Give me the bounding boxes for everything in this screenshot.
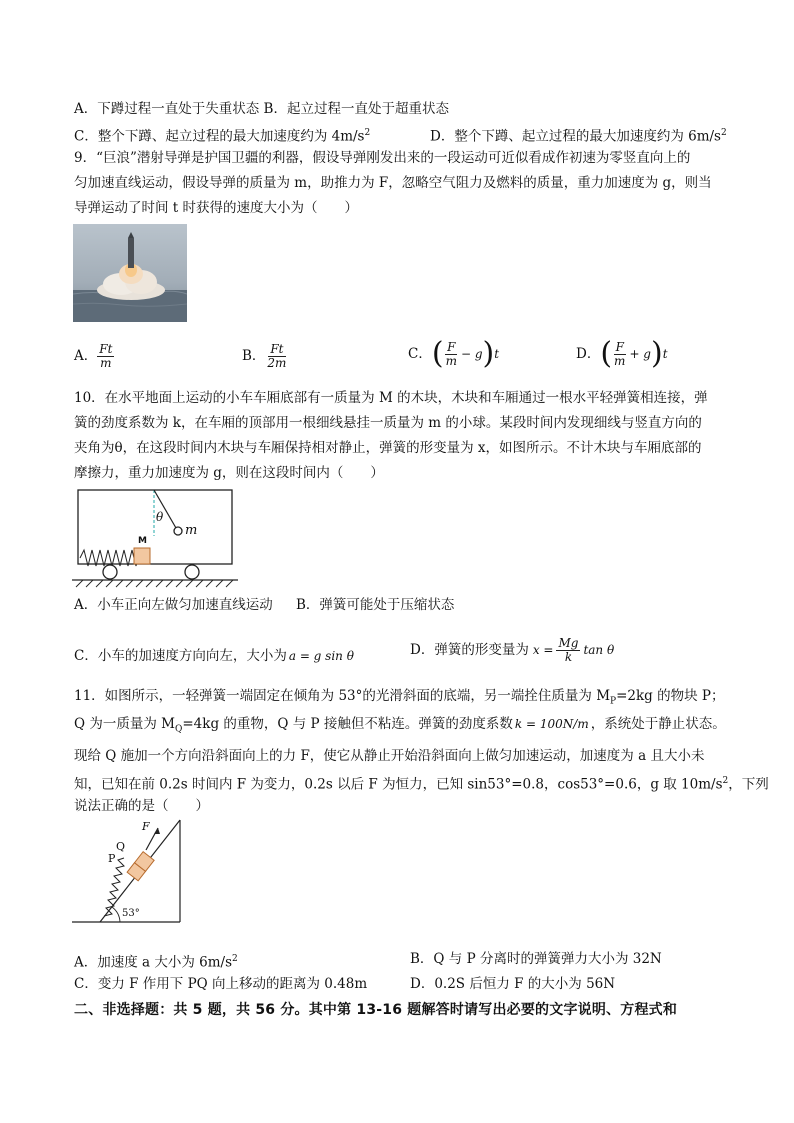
fig-label-F: F bbox=[142, 820, 150, 833]
q9-option-c: C． ( $\frac{F}{m}$ − g ) t bbox=[408, 336, 500, 371]
q11-option-d: D．0.2S 后恒力 F 的大小为 56N bbox=[410, 976, 616, 992]
q11-stem-line2: Q 为一质量为 $M_Q=4kg$ 的重物，Q 与 P 接触但不粘连。弹簧的劲度系数 k = 100N/m ，系统处于静止状态。 bbox=[74, 716, 726, 735]
fig-label-angle: 53° bbox=[122, 908, 140, 919]
q10-option-c: C．小车的加速度方向向左，大小为 a = g sin θ bbox=[74, 648, 354, 664]
q10-stem-line1: 10．在水平地面上运动的小车车厢底部有一质量为 M 的木块，木块和车厢通过一根水平轻弹簧相连接，弹 bbox=[74, 390, 708, 406]
q11-stem-line4: 知，已知在前 0.2s 时间内 F 为变力，0.2s 以后 F 为恒力，已知 sin53°=0.8，cos53°=0.6，g 取 $10m/s^2$，下列 bbox=[74, 776, 769, 793]
q10-stem-line3: 夹角为θ，在这段时间内木块与车厢保持相对静止，弹簧的形变量为 x，如图所示。不计木块与车厢底部的 bbox=[74, 440, 702, 456]
q9-option-b: B． $\frac{Ft}{2m}$ bbox=[242, 341, 287, 370]
q10-option-d: D．弹簧的形变量为 x = $\frac{Mg}{k}$ tan θ bbox=[410, 635, 615, 664]
q11-option-a: A．加速度 a 大小为 $6m/s^2$ bbox=[74, 954, 238, 971]
q10-option-a: A．小车正向左做匀加速直线运动 bbox=[74, 597, 273, 613]
q11-stem-line1: 11．如图所示，一轻弹簧一端固定在倾角为 53°的光滑斜面的底端，另一端拴住质量为 $M_P=2kg$ 的物块 P； bbox=[74, 688, 725, 707]
fig-label-m: m bbox=[185, 523, 198, 538]
q10-stem-line4: 摩擦力，重力加速度为 g，则在这段时间内（ ） bbox=[74, 465, 384, 481]
q8-option-d: D．整个下蹲、起立过程的最大加速度约为 $6m/s^2$ bbox=[430, 128, 727, 145]
q9-option-d: D． ( $\frac{F}{m}$ + g ) t bbox=[576, 336, 668, 371]
incline-diagram bbox=[72, 818, 184, 926]
q10-stem-line2: 簧的劲度系数为 k，在车厢的顶部用一根细线悬挂一质量为 m 的小球。某段时间内发现细线与竖直方向的 bbox=[74, 415, 702, 431]
q9-stem-line1: 9．“巨浪”潜射导弹是护国卫疆的利器，假设导弹刚发出来的一段运动可近似看成作初速为零竖直向上的 bbox=[74, 150, 691, 166]
fig-label-P: P bbox=[108, 852, 116, 865]
missile-launch-photo bbox=[73, 224, 187, 322]
q11-option-c: C．变力 F 作用下 PQ 向上移动的距离为 0.48m bbox=[74, 976, 368, 992]
fig-label-M: M bbox=[138, 536, 147, 546]
q11-option-b: B．Q 与 P 分离时的弹簧弹力大小为 32N bbox=[410, 951, 662, 967]
q11-stem-line3: 现给 Q 施加一个方向沿斜面向上的力 F，使它从静止开始沿斜面向上做匀加速运动，加速度为 a 且大小未 bbox=[74, 748, 705, 764]
q9-option-a: A． $\frac{Ft}{m}$ bbox=[74, 341, 113, 370]
fig-label-theta: θ bbox=[156, 510, 164, 524]
q8-option-ab: A．下蹲过程一直处于失重状态 B．起立过程一直处于超重状态 bbox=[74, 101, 449, 117]
fig-label-Q: Q bbox=[116, 840, 126, 853]
section-2-heading: 二、非选择题：共 5 题，共 56 分。其中第 13-16 题解答时请写出必要的文字说明、方程式和 bbox=[74, 1002, 678, 1018]
q9-stem-line3: 导弹运动了时间 t 时获得的速度大小为（ ） bbox=[74, 200, 359, 216]
q8-option-c: C．整个下蹲、起立过程的最大加速度约为 $4m/s^2$ bbox=[74, 128, 371, 145]
q10-option-b: B．弹簧可能处于压缩状态 bbox=[296, 597, 455, 613]
q9-stem-line2: 匀加速直线运动，假设导弹的质量为 m，助推力为 F，忽略空气阻力及燃料的质量，重力加速度为 g，则当 bbox=[74, 175, 712, 191]
cart-diagram bbox=[72, 488, 238, 588]
q11-stem-line5: 说法正确的是（ ） bbox=[74, 798, 209, 814]
